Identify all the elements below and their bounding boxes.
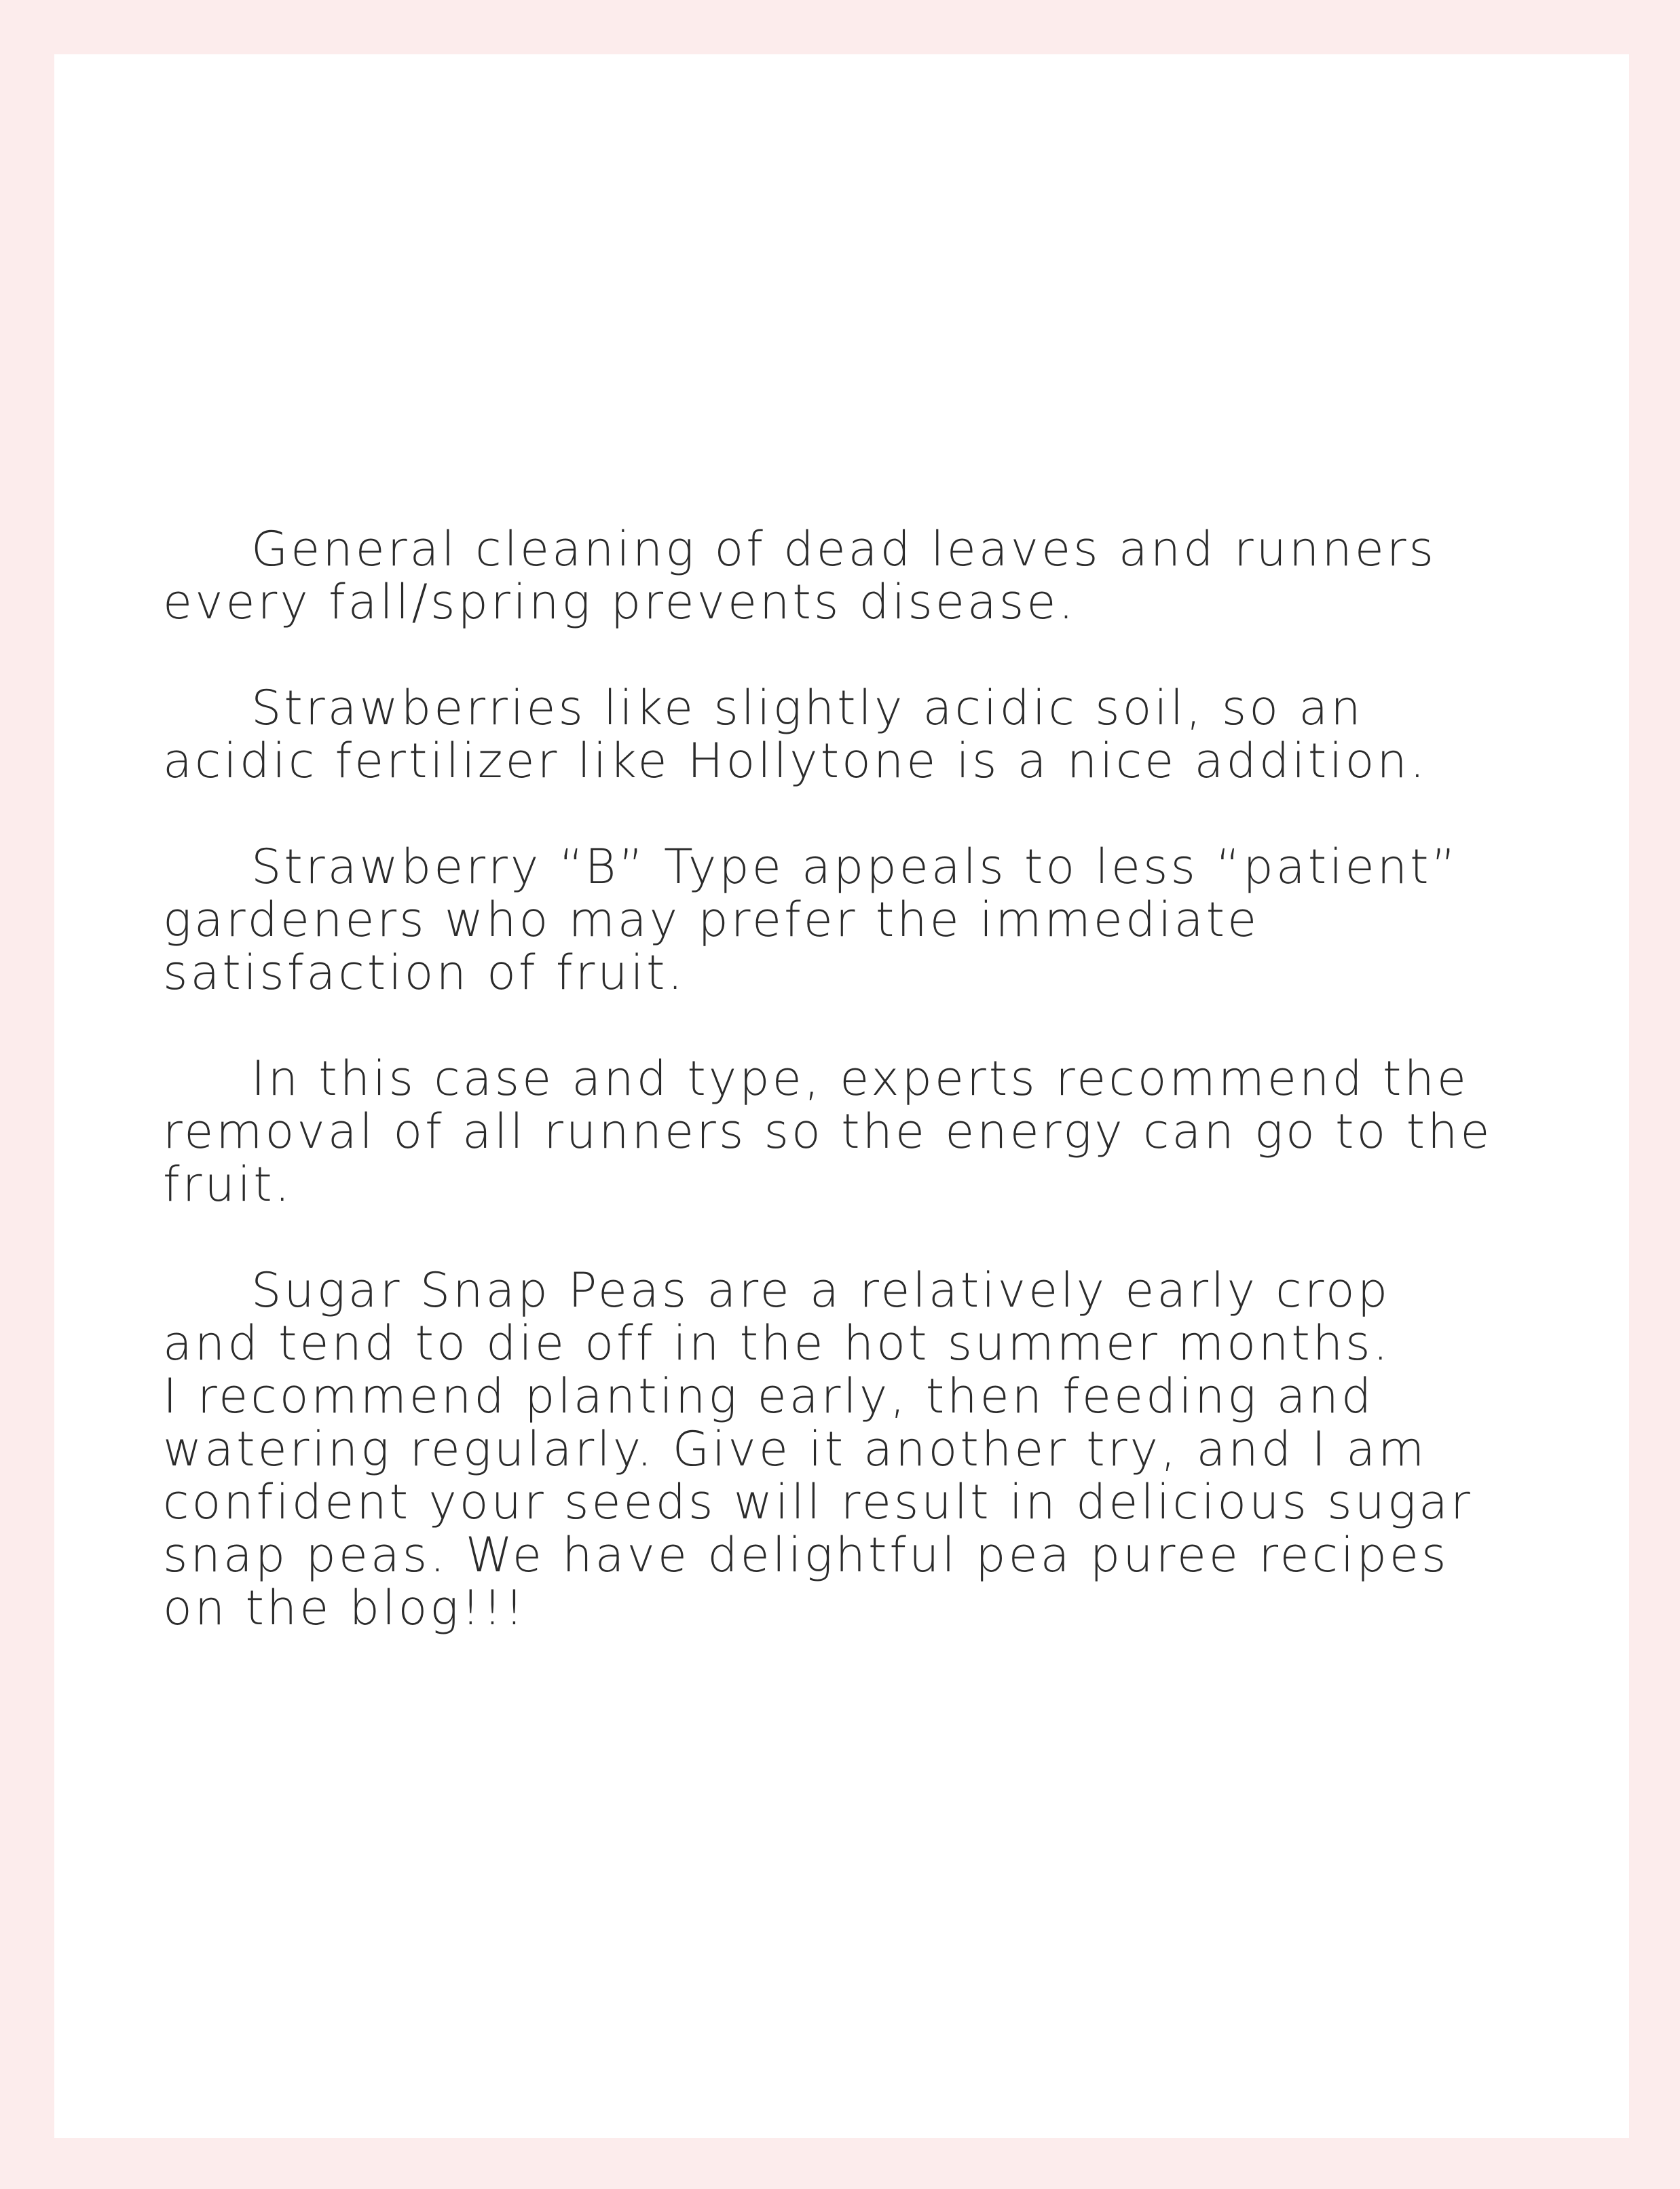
paragraph-cleaning: [163, 523, 1602, 629]
text-line: watering regularly. Give it another try, and I am: [163, 1421, 1427, 1477]
text-line: on the blog!!!: [163, 1580, 527, 1636]
text-line: acidic fertilizer like Hollytone is a nice addition.: [163, 733, 1428, 789]
text-line: snap peas. We have delightful pea puree recipes: [163, 1527, 1449, 1583]
text-line: Sugar Snap Peas are a relatively early crop: [251, 1262, 1391, 1318]
text-line: Strawberries like slightly acidic soil, so an: [251, 680, 1364, 736]
paragraph-soil: [163, 681, 1602, 787]
text-line: confident your seeds will result in delicious sugar: [163, 1474, 1473, 1530]
text-line: In this case and type, experts recommend the: [251, 1051, 1469, 1106]
text-line: gardeners who may prefer the immediate: [163, 892, 1260, 948]
text-line: Strawberry “B” Type appeals to less “patient”: [251, 839, 1459, 895]
text-line: and tend to die off in the hot summer months.: [163, 1315, 1391, 1371]
text-line: every fall/spring prevents disease.: [163, 574, 1077, 630]
text-line: satisfaction of fruit.: [163, 945, 686, 1000]
text-line: General cleaning of dead leaves and runners: [251, 521, 1437, 577]
paragraph-sugar-snap-peas: [163, 1264, 1602, 1634]
document-body: [163, 523, 1602, 1687]
page-sheet: [54, 54, 1629, 2138]
text-line: I recommend planting early, then feeding and: [163, 1368, 1375, 1424]
paragraph-runners: [163, 1052, 1602, 1211]
text-line: fruit.: [163, 1157, 293, 1212]
paragraph-type-b: [163, 840, 1602, 999]
text-line: removal of all runners so the energy can go to the: [163, 1104, 1493, 1159]
